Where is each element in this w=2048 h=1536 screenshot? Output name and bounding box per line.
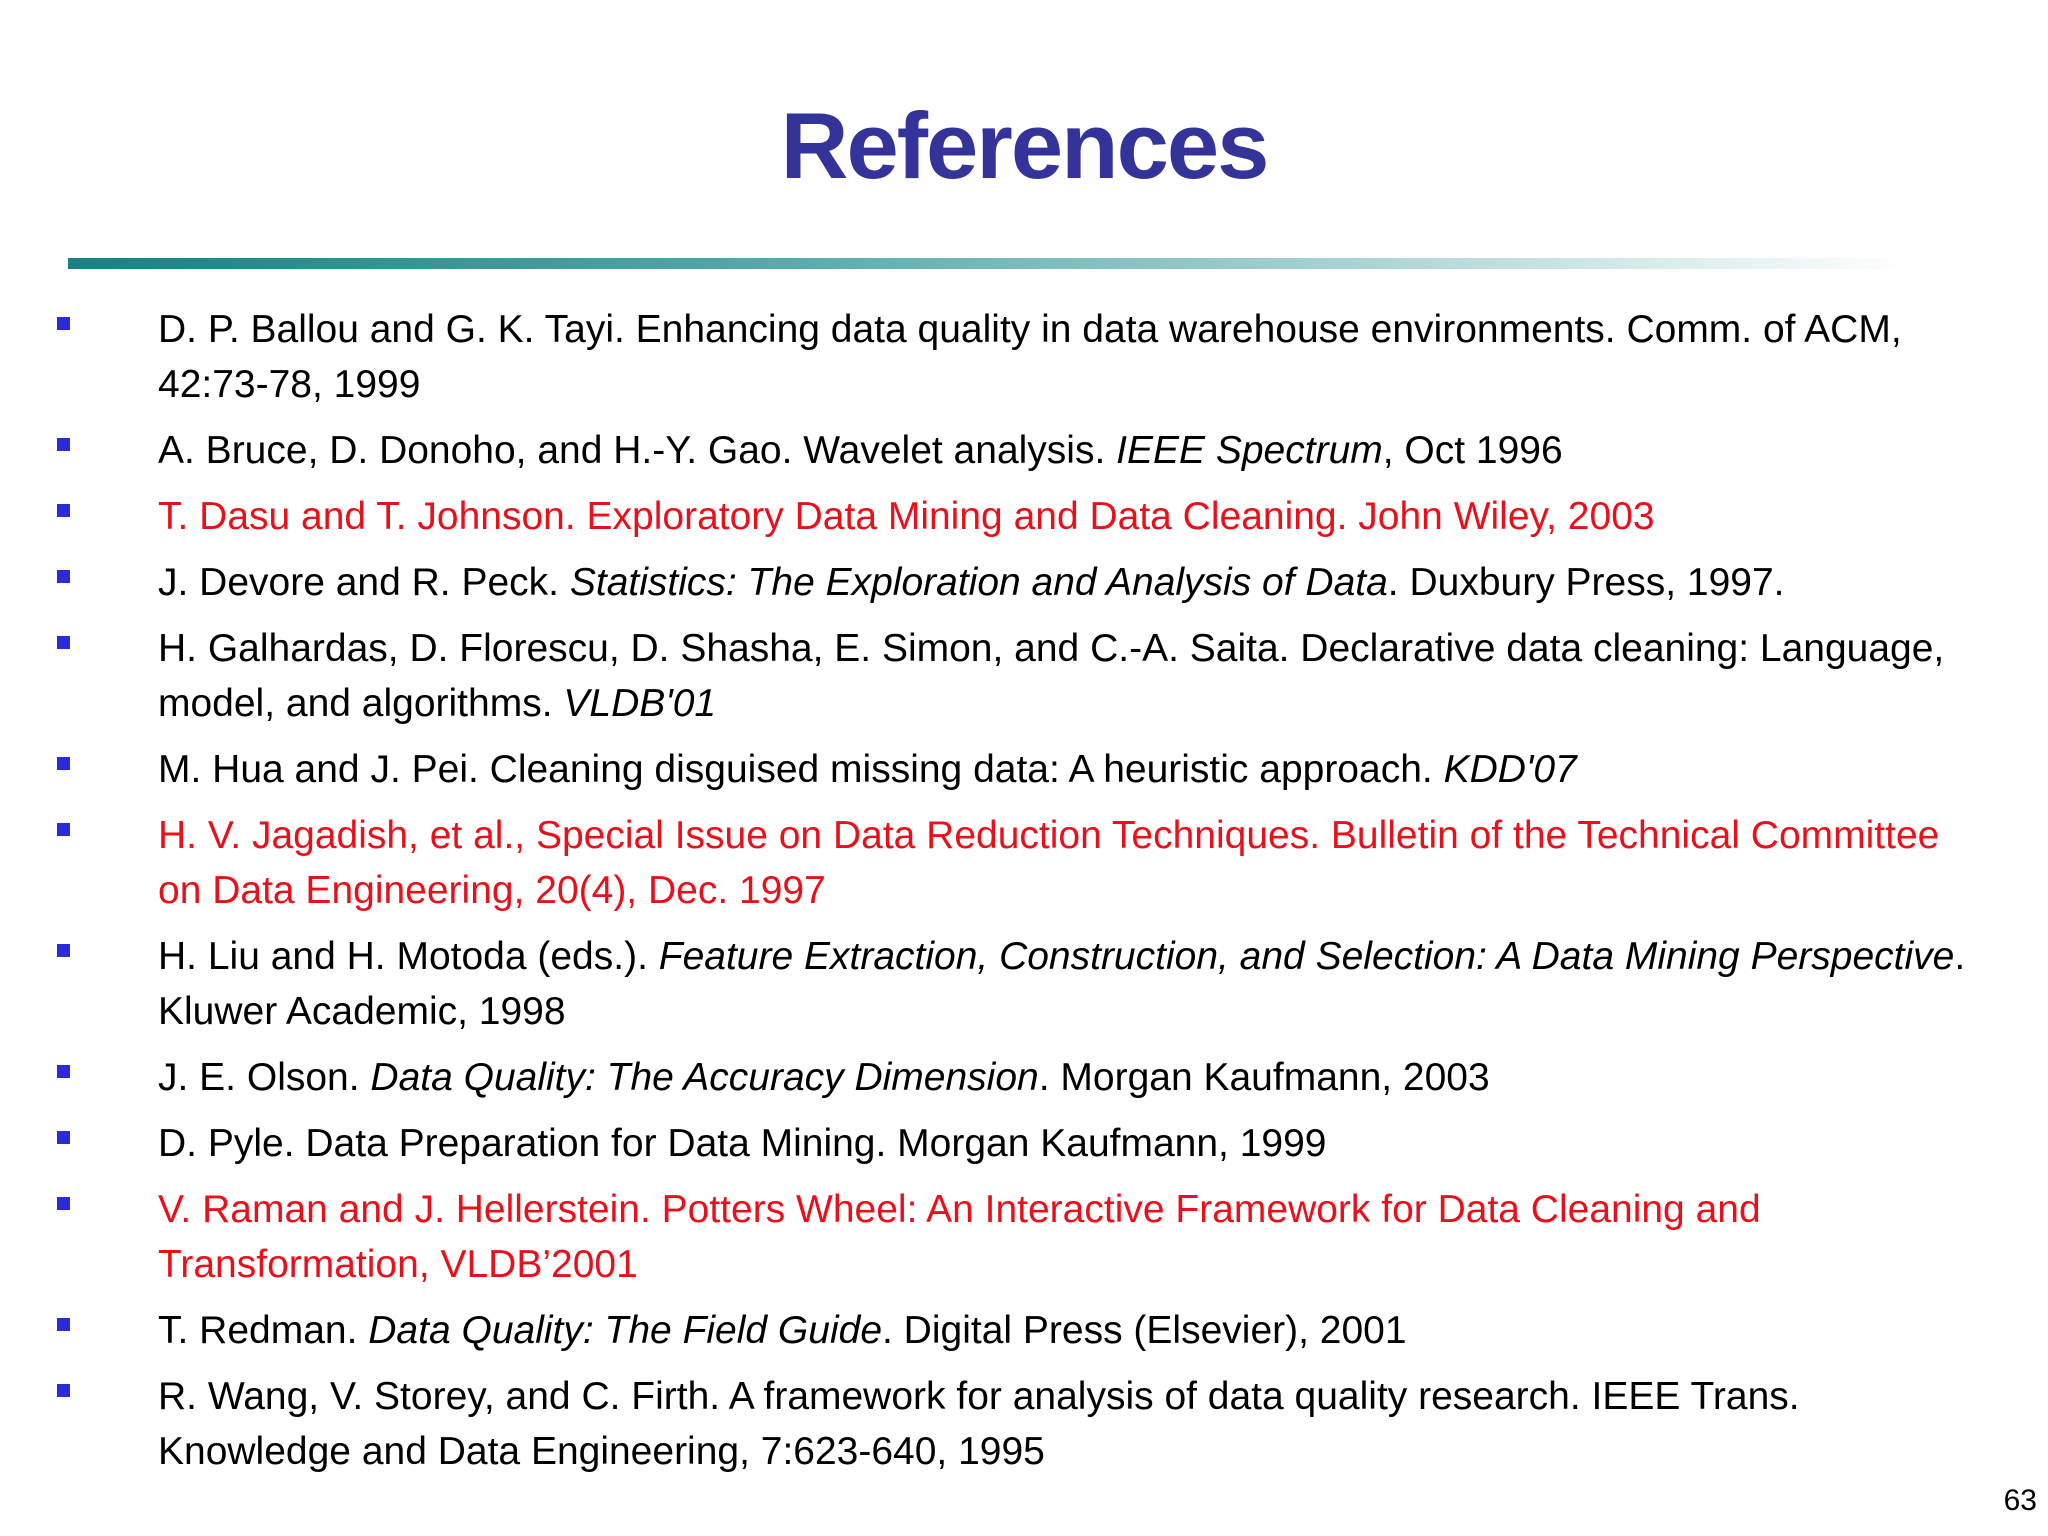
reference-list [0, 302, 2048, 1490]
reference-item [0, 1050, 2048, 1105]
square-bullet-icon [57, 570, 70, 583]
reference-text: D. Pyle. Data Preparation for Data Mining. Morgan Kaufmann, 1999 [158, 1122, 1327, 1165]
reference-item [0, 1116, 2048, 1171]
reference-venue: Data Quality: The Field Guide [368, 1309, 883, 1352]
reference-item-highlighted [0, 808, 2048, 918]
square-bullet-icon [57, 757, 70, 770]
reference-text: . Duxbury Press, 1997. [1387, 561, 1785, 604]
reference-text: J. E. Olson. [158, 1056, 371, 1099]
reference-text: V. Raman and J. Hellerstein. Potters Wheel: An Interactive Framework for Data Cleaning and Transformation, VLDB’2001 [158, 1188, 1761, 1286]
reference-text: H. V. Jagadish, et al., Special Issue on Data Reduction Techniques. Bulletin of the Technical Committee on Data Engineering, 20(4), Dec. 1997 [158, 814, 1940, 912]
square-bullet-icon [57, 636, 70, 649]
square-bullet-icon [57, 944, 70, 957]
square-bullet-icon [57, 504, 70, 517]
square-bullet-icon [57, 823, 70, 836]
reference-text: T. Redman. [158, 1309, 369, 1352]
page-number: 63 [2003, 1484, 2037, 1517]
slide-title: References [780, 93, 1268, 198]
reference-text: R. Wang, V. Storey, and C. Firth. A framework for analysis of data quality research. IEEE Trans. Knowledge and Data Engineering, 7:623-640, 1995 [158, 1375, 1800, 1473]
square-bullet-icon [57, 1318, 70, 1331]
reference-item [0, 929, 2048, 1039]
reference-text: . Kluwer Academic, 1998 [158, 935, 1966, 1033]
reference-text: . Morgan Kaufmann, 2003 [1038, 1056, 1490, 1099]
reference-text: J. Devore and R. Peck. [158, 561, 570, 604]
reference-venue: IEEE Spectrum [1116, 429, 1383, 472]
reference-text: D. P. Ballou and G. K. Tayi. Enhancing data quality in data warehouse environments. Comm. of ACM, 42:73-78, 1999 [158, 308, 1902, 406]
square-bullet-icon [57, 317, 70, 330]
reference-text: T. Dasu and T. Johnson. Exploratory Data Mining and Data Cleaning. John Wiley, 2003 [158, 495, 1655, 538]
reference-text: M. Hua and J. Pei. Cleaning disguised missing data: A heuristic approach. [158, 748, 1444, 791]
reference-venue: Feature Extraction, Construction, and Selection: A Data Mining Perspective [658, 935, 1955, 978]
reference-venue: Data Quality: The Accuracy Dimension [370, 1056, 1039, 1099]
reference-item [0, 621, 2048, 731]
reference-venue: KDD'07 [1443, 748, 1577, 791]
reference-text: H. Galhardas, D. Florescu, D. Shasha, E. Simon, and C.-A. Saita. Declarative data cleaning: Language, model, and algorithms. [158, 627, 1945, 725]
square-bullet-icon [57, 1197, 70, 1210]
reference-item [0, 1369, 2048, 1479]
reference-item-highlighted [0, 489, 2048, 544]
reference-venue: VLDB'01 [563, 682, 717, 725]
reference-text: , Oct 1996 [1382, 429, 1563, 472]
reference-item [0, 1303, 2048, 1358]
square-bullet-icon [57, 1384, 70, 1397]
reference-item [0, 555, 2048, 610]
reference-item [0, 742, 2048, 797]
reference-text: . Digital Press (Elsevier), 2001 [882, 1309, 1407, 1352]
reference-text: H. Liu and H. Motoda (eds.). [158, 935, 659, 978]
square-bullet-icon [57, 438, 70, 451]
reference-item [0, 423, 2048, 478]
reference-item-highlighted [0, 1182, 2048, 1292]
title-divider [68, 258, 1908, 269]
reference-venue: Statistics: The Exploration and Analysis of Data [569, 561, 1388, 604]
reference-item [0, 302, 2048, 412]
square-bullet-icon [57, 1065, 70, 1078]
reference-text: A. Bruce, D. Donoho, and H.-Y. Gao. Wavelet analysis. [158, 429, 1117, 472]
square-bullet-icon [57, 1131, 70, 1144]
